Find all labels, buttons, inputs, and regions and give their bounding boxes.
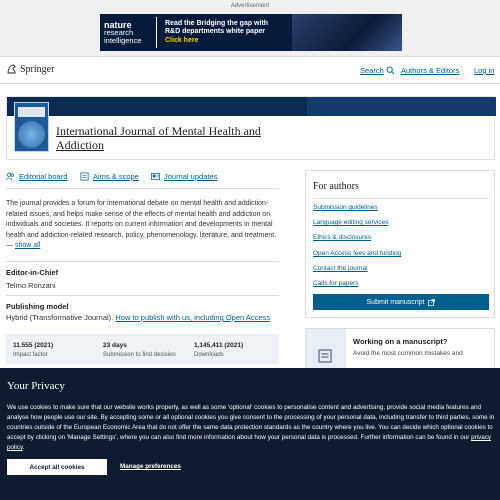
search-link[interactable]: Search	[360, 66, 384, 75]
for-authors-title: For authors	[313, 181, 359, 192]
journal-banner	[6, 96, 495, 160]
manuscript-subtitle: Avoid the most common mistakes and	[353, 350, 463, 357]
ad-logo-line1: nature	[104, 19, 132, 30]
ad-text-line2: R&D departments white paper	[165, 28, 265, 36]
downloads-value: 1,145,411 (2021)	[194, 342, 244, 349]
search-icon[interactable]	[386, 66, 395, 75]
journal-cover[interactable]	[14, 102, 49, 152]
language-editing-link[interactable]: Language editing services	[313, 219, 389, 226]
privacy-policy-link[interactable]: privacy policy	[7, 434, 492, 451]
nav-aims-scope-label: Aims & scope	[93, 172, 139, 181]
banner-strip-right	[307, 97, 496, 116]
publishing-model-value	[6, 313, 270, 322]
ad-label: Advertisement	[230, 3, 270, 9]
manage-preferences-button[interactable]: Manage preferences	[120, 463, 181, 470]
impact-factor-label: Impact factor	[13, 352, 48, 358]
show-all-link[interactable]: show all	[14, 242, 41, 249]
ad-logo	[100, 17, 157, 48]
advertisement-bar	[0, 0, 500, 57]
calls-for-papers-link[interactable]: Calls for papers	[313, 280, 359, 287]
submission-time-value: 23 days	[103, 342, 127, 349]
journal-description	[6, 199, 278, 252]
open-access-fees-link[interactable]: Open Access fees and funding	[313, 250, 402, 257]
external-link-icon	[428, 299, 435, 306]
publishing-model-text: Hybrid (Transformative Journal).	[6, 313, 114, 322]
ad-image	[292, 14, 402, 51]
for-authors-panel	[305, 170, 495, 318]
login-link[interactable]: Log in	[474, 66, 495, 75]
nav-journal-updates-label: Journal updates	[164, 172, 218, 181]
site-header	[0, 58, 500, 84]
contact-journal-link[interactable]: Contact the journal	[313, 265, 368, 272]
nav-aims-scope[interactable]	[80, 172, 139, 181]
nav-journal-updates[interactable]	[151, 172, 217, 181]
authors-editors-link[interactable]: Authors & Editors	[401, 66, 460, 75]
springer-logo[interactable]	[6, 63, 54, 75]
ad-cta[interactable]: Click here	[165, 36, 199, 44]
newspaper-icon	[151, 172, 160, 181]
editor-in-chief-label: Editor-in-Chief	[6, 268, 59, 277]
submission-time-label: Submission to first decision	[103, 352, 176, 358]
manuscript-icon	[318, 349, 332, 363]
description-text: The journal provides a forum for international debate on mental health and addiction-related issues, and helps make sense of the effects of mental health and addiction on individuals and societies. It reports on current information and developments in mental health and addiction-related research, policy, phenomenology, literature, and treatment. —	[6, 200, 277, 249]
cookie-body: We use cookies to make sure that our website works properly, as well as some 'optional' cookies to personalise content and advertising, provide social media features and analyse how people use our site. By accepting some or all optional cookies you give consent to the processing of your personal data, including transfer to third parties, some in countries outside of the European Economic Area that do not offer the same data protection standards as the country where you live. You can decide which optional cookies to accept by clicking on 'Manage Settings', where you can also find more information about how your personal data is processed. Further information can be found in our	[7, 404, 495, 441]
nav-editorial-board-label: Editorial board	[19, 172, 68, 181]
submit-manuscript-label: Submit manuscript	[366, 298, 425, 306]
accept-all-cookies-button[interactable]: Accept all cookies	[7, 459, 107, 475]
impact-factor-value: 11.555 (2021)	[13, 342, 54, 349]
editor-in-chief-name: Telmo Ronzani	[6, 281, 56, 290]
manuscript-title: Working on a manuscript?	[353, 337, 448, 346]
nav-divider	[6, 188, 279, 189]
publishing-model-label: Publishing model	[6, 302, 69, 311]
document-icon	[80, 172, 89, 181]
ad-banner[interactable]	[100, 14, 402, 51]
springer-horse-icon	[6, 63, 18, 75]
divider	[313, 198, 489, 199]
ad-logo-line2: research	[104, 27, 134, 37]
ad-text	[157, 20, 268, 46]
publish-open-access-link[interactable]: How to publish with us, including Open Access	[115, 313, 271, 322]
nav-editorial-board[interactable]	[6, 172, 67, 181]
cookie-title: Your Privacy	[7, 380, 65, 392]
divider	[6, 261, 279, 262]
divider	[6, 295, 279, 296]
cover-art	[18, 121, 45, 148]
ad-text-line1: Read the Bridging the gap with	[165, 19, 269, 27]
journal-title[interactable]: International Journal of Mental Health and Addiction	[56, 124, 261, 152]
cover-title-block	[18, 107, 45, 117]
submission-guidelines-link[interactable]: Submission guidelines	[313, 204, 378, 211]
journal-metrics	[6, 334, 279, 364]
ad-logo-line3: intelligence	[104, 35, 142, 45]
cookie-text: We use cookies to make sure that our website works properly, as well as some 'optional' cookies to personalise content and advertising, provide social media features and analyse how people use our site. By accepting some or all optional cookies you give consent to the processing of your personal data, including transfer to third parties, some in countries outside of the European Economic Area that do not offer the same data protection standards as the country where you live. You can decide which optional cookies to accept by clicking on 'Manage Settings', where you can also find more information about how your personal data is processed. Further information can be found in our privacy policy.	[7, 404, 495, 451]
brand-name: Springer	[20, 63, 55, 75]
ethics-disclosures-link[interactable]: Ethics & disclosures	[313, 234, 372, 241]
submit-manuscript-button[interactable]	[313, 294, 489, 310]
downloads-label: Downloads	[194, 352, 224, 358]
cookie-consent-banner	[0, 368, 500, 500]
people-icon	[6, 172, 15, 181]
